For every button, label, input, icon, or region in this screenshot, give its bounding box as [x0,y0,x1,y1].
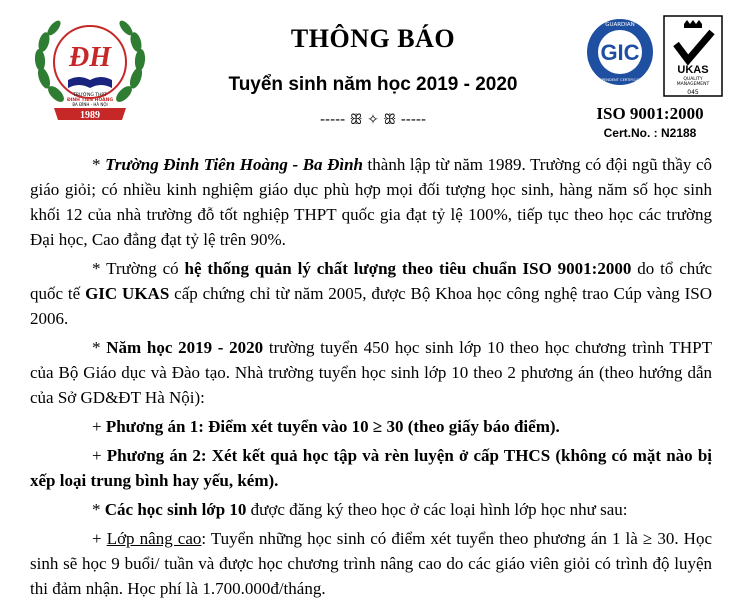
certificate-number: Cert.No. : N2188 [603,126,697,140]
svg-text:BA ĐÌNH - HÀ NỘI: BA ĐÌNH - HÀ NỘI [72,102,108,107]
svg-text:INDEPENDENT CERTIFICATION: INDEPENDENT CERTIFICATION [593,78,647,82]
paragraph-enrollment: * Năm học 2019 - 2020 trường tuyển 450 học sinh lớp 10 theo học chương trình THPT của Bộ Giáo dục và Đào tạo. Nhà trường tuyển học sinh lớp 10 theo 2 phương án (theo hướng dẫn của Sở GD&ĐT Hà Nội): [30,338,712,407]
svg-text:QUALITY: QUALITY [683,77,703,82]
gic-logo-icon [587,19,653,85]
svg-text:ĐH: ĐH [69,42,111,73]
svg-text:GIC: GIC [600,40,640,65]
class-advanced: + Lớp nâng cao: Tuyển những học sinh có điểm xét tuyển theo phương án 1 là ≥ 30. Học sinh sẽ học 9 buổi/ tuần và được học chương trình nâng cao do các giáo viên giỏi có trình độ luyện thi đảm nhận. Học phí là 1.700.000đ/tháng. [30,529,712,598]
svg-text:MANAGEMENT: MANAGEMENT [676,82,710,87]
paragraph-intro: * Trường Đinh Tiên Hoàng - Ba Đình thành lập từ năm 1989. Trường có đội ngũ thầy cô giáo giỏi; có nhiều kinh nghiệm giáo dục phù hợp mọi đối tượng học sinh, hàng năm số học sinh khối 12 của nhà trường đỗ tốt nghiệp THPT quốc gia đạt tỷ lệ 100%, tiếp tục theo học các trường Đại học, Cao đẳng đạt tỷ lệ trên 90%. [30,155,713,249]
option-2: + Phương án 2: Xét kết quả học tập và rèn luyện ở cấp THCS (không có mặt nào bị xếp loại trung bình hay yếu, kém). [30,446,712,490]
svg-text:1989: 1989 [80,110,100,121]
page-subtitle: Tuyển sinh năm học 2019 - 2020 [228,74,518,95]
svg-text:ĐINH TIÊN HOÀNG: ĐINH TIÊN HOÀNG [66,98,114,103]
page-title: THÔNG BÁO [290,24,456,53]
paragraph-iso: * Trường có hệ thống quản lý chất lượng theo tiêu chuẩn ISO 9001:2000 do tổ chức quốc tế GIC UKAS cấp chứng chỉ từ năm 2005, được Bộ Khoa học công nghệ trao Cúp vàng ISO 2006. [30,259,713,328]
option-1: + Phương án 1: Điểm xét tuyển vào 10 ≥ 30 (theo giấy báo điểm). [92,417,560,436]
svg-text:045: 045 [687,89,699,96]
certification-logos [584,10,734,100]
ukas-logo-icon [664,16,722,96]
notice-body [30,152,712,605]
paragraph-class-types: * Các học sinh lớp 10 được đăng ký theo học ở các loại hình lớp học như sau: [92,500,628,519]
svg-text:GUARDIAN: GUARDIAN [605,22,635,28]
svg-text:UKAS: UKAS [677,64,709,76]
svg-text:TRƯỜNG THPT: TRƯỜNG THPT [73,93,107,98]
school-name: Trường Đinh Tiên Hoàng - Ba Đình [105,155,363,174]
iso-standard: ISO 9001:2000 [596,104,704,123]
ornament-divider: ----- ꕥ ✧ ꕥ ----- [319,112,427,128]
